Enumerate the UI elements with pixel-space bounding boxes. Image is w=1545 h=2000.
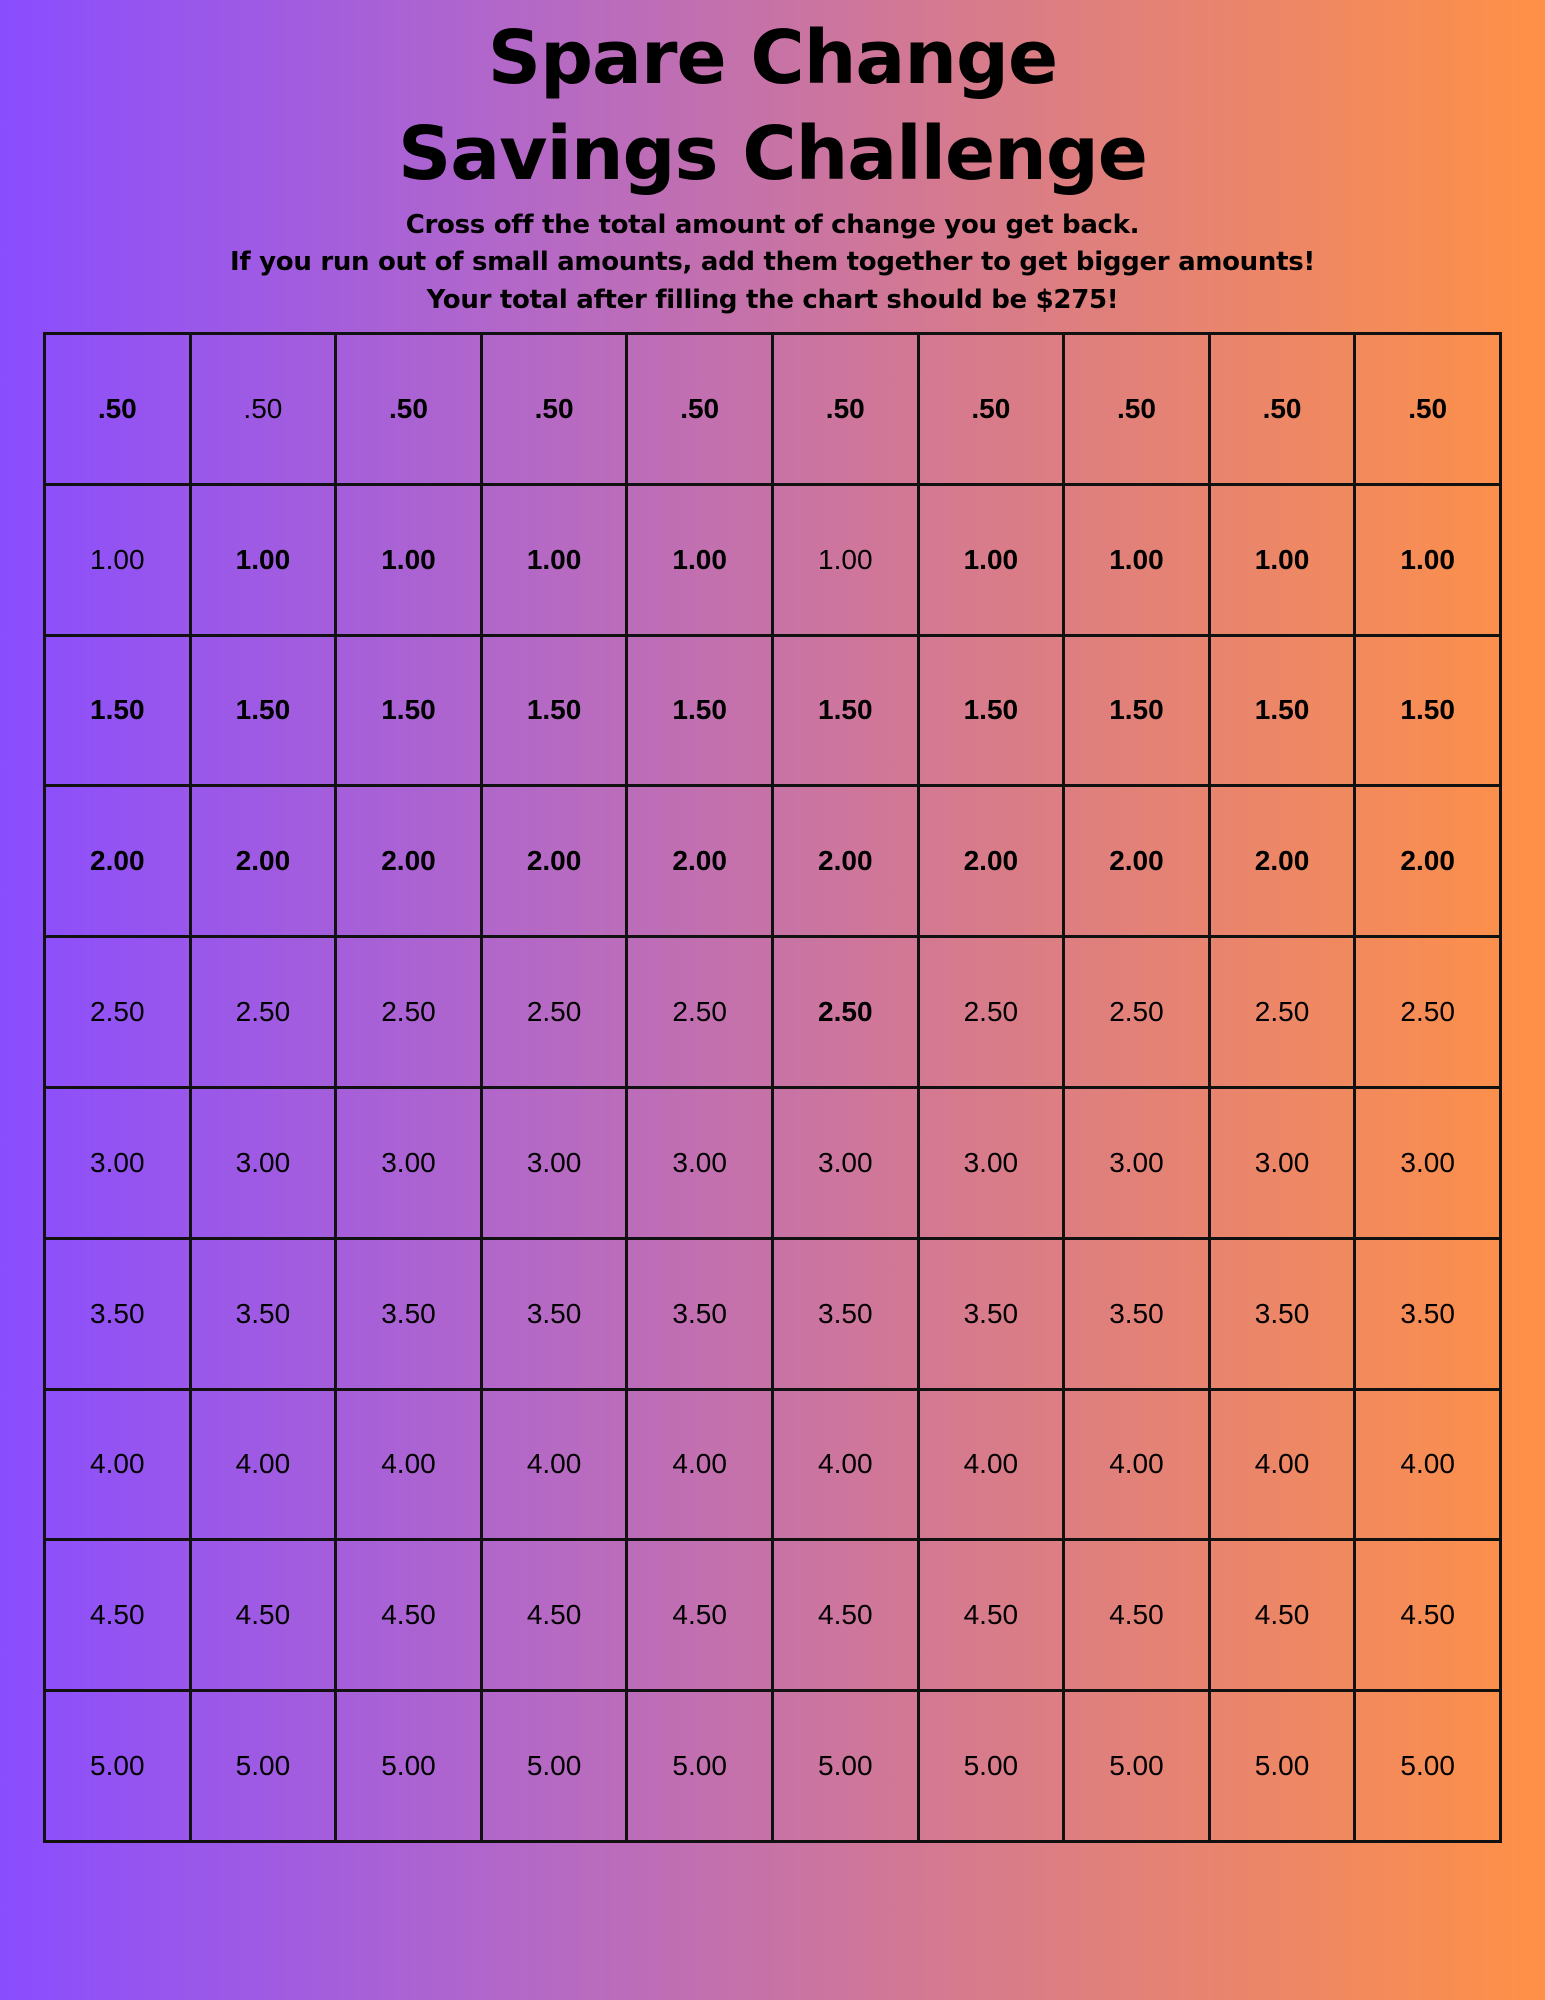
grid-row [45,1238,1501,1389]
grid-row [45,1389,1501,1540]
amount-cell[interactable]: 2.00 [1209,786,1355,937]
grid-row [45,334,1501,485]
amount-cell[interactable]: 1.00 [190,484,336,635]
amount-cell[interactable]: 4.00 [336,1389,482,1540]
amount-cell[interactable]: 4.00 [45,1389,191,1540]
amount-cell[interactable]: 1.00 [336,484,482,635]
amount-cell[interactable]: 4.50 [45,1540,191,1691]
amount-cell[interactable]: 3.00 [45,1087,191,1238]
amount-cell[interactable]: 4.50 [481,1540,627,1691]
amount-cell[interactable]: 3.00 [1355,1087,1501,1238]
grid-row [45,1540,1501,1691]
amount-cell[interactable]: .50 [481,334,627,485]
amount-cell[interactable]: 3.50 [1209,1238,1355,1389]
amount-cell[interactable]: 5.00 [45,1691,191,1842]
amount-cell[interactable]: 1.50 [772,635,918,786]
amount-cell[interactable]: 3.00 [772,1087,918,1238]
amount-cell[interactable]: 4.00 [1355,1389,1501,1540]
amount-cell[interactable]: 2.00 [190,786,336,937]
amount-cell[interactable]: 2.50 [772,937,918,1088]
amount-cell[interactable]: 2.50 [45,937,191,1088]
amount-cell[interactable]: 4.00 [918,1389,1064,1540]
amount-cell[interactable]: 2.00 [336,786,482,937]
amount-cell[interactable]: 1.00 [918,484,1064,635]
amount-cell[interactable]: .50 [1209,334,1355,485]
amount-cell[interactable]: 3.00 [1209,1087,1355,1238]
amount-cell[interactable]: 4.50 [190,1540,336,1691]
amount-cell[interactable]: 4.00 [772,1389,918,1540]
amount-cell[interactable]: .50 [772,334,918,485]
amount-cell[interactable]: 2.50 [1064,937,1210,1088]
amount-cell[interactable]: 1.50 [1355,635,1501,786]
amount-cell[interactable]: 3.50 [627,1238,773,1389]
instruction-line-2: If you run out of small amounts, add them together to get bigger amounts! [230,247,1315,277]
amount-cell[interactable]: 4.50 [1064,1540,1210,1691]
amount-cell[interactable]: 5.00 [772,1691,918,1842]
amount-cell[interactable]: 3.50 [918,1238,1064,1389]
amount-cell[interactable]: 1.50 [918,635,1064,786]
amount-cell[interactable]: 3.50 [1355,1238,1501,1389]
amount-cell[interactable]: 1.00 [1064,484,1210,635]
amount-cell[interactable]: 2.50 [1355,937,1501,1088]
amount-cell[interactable]: 3.00 [627,1087,773,1238]
amount-cell[interactable]: 3.00 [190,1087,336,1238]
amount-cell[interactable]: 3.50 [190,1238,336,1389]
amount-cell[interactable]: 2.00 [1064,786,1210,937]
amount-cell[interactable]: 5.00 [1355,1691,1501,1842]
amount-cell[interactable]: .50 [190,334,336,485]
amount-cell[interactable]: 4.50 [772,1540,918,1691]
amount-cell[interactable]: 5.00 [627,1691,773,1842]
amount-cell[interactable]: .50 [45,334,191,485]
amount-cell[interactable]: 4.50 [1209,1540,1355,1691]
amount-cell[interactable]: 2.00 [918,786,1064,937]
amount-cell[interactable]: 1.00 [481,484,627,635]
grid-row [45,484,1501,635]
amount-cell[interactable]: 5.00 [1064,1691,1210,1842]
amount-cell[interactable]: 2.50 [918,937,1064,1088]
amount-cell[interactable]: 3.50 [45,1238,191,1389]
amount-cell[interactable]: 2.00 [627,786,773,937]
amount-cell[interactable]: 1.00 [627,484,773,635]
amount-cell[interactable]: 3.50 [1064,1238,1210,1389]
amount-cell[interactable]: 4.50 [336,1540,482,1691]
amount-cell[interactable]: 5.00 [918,1691,1064,1842]
amount-cell[interactable]: .50 [1064,334,1210,485]
page-title-line-2: Savings Challenge [398,111,1147,197]
amount-cell[interactable]: 5.00 [336,1691,482,1842]
amount-cell[interactable]: 1.50 [627,635,773,786]
amount-cell[interactable]: 3.50 [481,1238,627,1389]
amount-cell[interactable]: 4.50 [1355,1540,1501,1691]
instruction-line-1: Cross off the total amount of change you get back. [405,210,1140,240]
savings-grid [43,332,1502,1843]
amount-cell[interactable]: 3.50 [772,1238,918,1389]
amount-cell[interactable]: 4.00 [481,1389,627,1540]
amount-cell[interactable]: 3.50 [336,1238,482,1389]
amount-cell[interactable]: 1.50 [1064,635,1210,786]
amount-cell[interactable]: 5.00 [190,1691,336,1842]
amount-cell[interactable]: 2.50 [190,937,336,1088]
grid-row [45,937,1501,1088]
amount-cell[interactable]: 2.00 [481,786,627,937]
amount-cell[interactable]: 3.00 [1064,1087,1210,1238]
instruction-line-3: Your total after filling the chart should be $275! [426,285,1119,315]
amount-cell[interactable]: 1.50 [45,635,191,786]
amount-cell[interactable]: .50 [627,334,773,485]
amount-cell[interactable]: 3.00 [918,1087,1064,1238]
grid-row [45,1087,1501,1238]
grid-row [45,1691,1501,1842]
amount-cell[interactable]: 1.00 [1209,484,1355,635]
amount-cell[interactable]: 3.00 [336,1087,482,1238]
amount-cell[interactable]: 4.00 [627,1389,773,1540]
grid-row [45,786,1501,937]
amount-cell[interactable]: 5.00 [481,1691,627,1842]
amount-cell[interactable]: 2.00 [772,786,918,937]
page-title-line-1: Spare Change [487,15,1058,101]
amount-cell[interactable]: 1.50 [481,635,627,786]
amount-cell[interactable]: 2.50 [627,937,773,1088]
amount-cell[interactable]: 2.50 [1209,937,1355,1088]
grid-row [45,635,1501,786]
amount-cell[interactable]: 1.50 [190,635,336,786]
amount-cell[interactable]: 3.00 [481,1087,627,1238]
amount-cell[interactable]: 2.50 [481,937,627,1088]
amount-cell[interactable]: 1.50 [336,635,482,786]
amount-cell[interactable]: 1.00 [1355,484,1501,635]
amount-cell[interactable]: .50 [1355,334,1501,485]
amount-cell[interactable]: .50 [918,334,1064,485]
amount-cell[interactable]: 1.50 [1209,635,1355,786]
amount-cell[interactable]: 2.00 [45,786,191,937]
amount-cell[interactable]: .50 [336,334,482,485]
amount-cell[interactable]: 4.50 [627,1540,773,1691]
amount-cell[interactable]: 4.00 [190,1389,336,1540]
amount-cell[interactable]: 1.00 [772,484,918,635]
amount-cell[interactable]: 1.00 [45,484,191,635]
amount-cell[interactable]: 2.00 [1355,786,1501,937]
amount-cell[interactable]: 2.50 [336,937,482,1088]
amount-cell[interactable]: 5.00 [1209,1691,1355,1842]
amount-cell[interactable]: 4.00 [1209,1389,1355,1540]
amount-cell[interactable]: 4.00 [1064,1389,1210,1540]
amount-cell[interactable]: 4.50 [918,1540,1064,1691]
